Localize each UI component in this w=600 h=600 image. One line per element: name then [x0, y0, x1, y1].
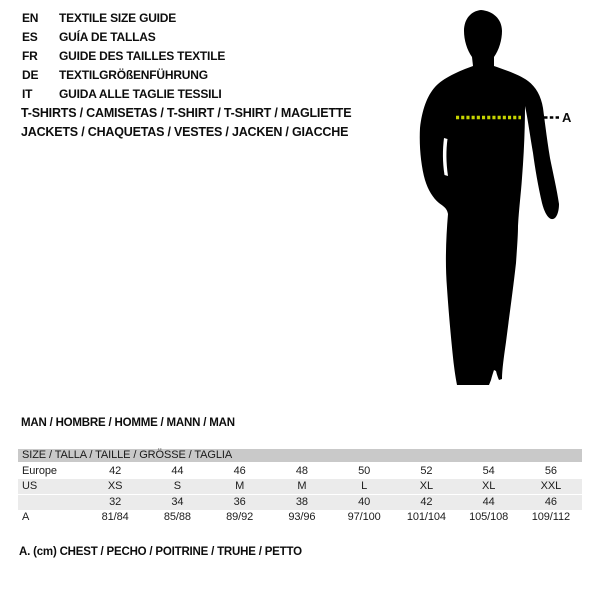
- table-cell: 36: [233, 496, 246, 508]
- row-label: US: [22, 480, 38, 492]
- size-table: [18, 449, 582, 525]
- table-cell: 89/92: [226, 511, 254, 523]
- language-code: ES: [22, 30, 38, 44]
- language-label: GUIDA ALLE TAGLIE TESSILI: [59, 87, 222, 101]
- table-cell: 109/112: [531, 511, 570, 523]
- table-cell: 42: [420, 496, 433, 508]
- table-cell: 101/104: [406, 511, 446, 523]
- table-cell: M: [235, 480, 245, 492]
- table-cell: S: [173, 480, 181, 492]
- category-line-jackets: JACKETS / CHAQUETAS / VESTES / JACKEN / GIACCHE: [21, 125, 349, 139]
- language-list: [22, 9, 225, 104]
- table-cell: 42: [109, 465, 122, 477]
- table-cell: XL: [481, 480, 496, 492]
- table-cell: 93/96: [288, 511, 316, 523]
- language-label: TEXTILE SIZE GUIDE: [59, 11, 177, 25]
- language-code: FR: [22, 49, 38, 63]
- table-cell: 50: [358, 465, 371, 477]
- table-cell: 44: [482, 496, 495, 508]
- table-cell: 46: [544, 496, 557, 508]
- table-cell: 40: [358, 496, 371, 508]
- table-cell: 81/84: [101, 511, 129, 523]
- man-silhouette-icon: [420, 10, 559, 385]
- row-label: [18, 495, 84, 510]
- table-cell: 38: [295, 496, 308, 508]
- gender-section-title: MAN / HOMBRE / HOMME / MANN / MAN: [21, 417, 235, 429]
- table-cell: 52: [420, 465, 433, 477]
- language-label: GUIDE DES TAILLES TEXTILE: [59, 49, 226, 63]
- table-cell: 32: [109, 496, 122, 508]
- table-cell: M: [297, 480, 307, 492]
- category-line-tshirts: T-SHIRTS / CAMISETAS / T-SHIRT / T-SHIRT / MAGLIETTE: [21, 106, 352, 120]
- language-row-de: [22, 66, 225, 85]
- table-cell: 97/100: [347, 511, 381, 523]
- table-cell: XL: [419, 480, 433, 492]
- table-cell: 48: [295, 465, 308, 477]
- table-cell: 105/108: [469, 511, 509, 523]
- table-cell: 34: [171, 496, 184, 508]
- table-cell: 56: [544, 465, 557, 477]
- measurement-label-a: A: [562, 110, 572, 125]
- language-code: IT: [22, 87, 33, 101]
- size-table-header: SIZE / TALLA / TAILLE / GRÖSSE / TAGLIA: [18, 449, 582, 462]
- garment-categories: [21, 104, 351, 142]
- table-row-us-numeric: [18, 494, 582, 510]
- table-cell: L: [361, 480, 368, 492]
- row-label: A: [22, 511, 30, 523]
- language-label: TEXTILGRÖßENFÜHRUNG: [59, 68, 208, 82]
- table-cell: 85/88: [163, 511, 191, 523]
- table-row-chest-a: [18, 510, 582, 525]
- table-cell: 44: [171, 465, 184, 477]
- row-label: Europe: [22, 465, 57, 477]
- table-cell: XXL: [540, 480, 562, 492]
- language-row-en: [22, 9, 225, 28]
- measurement-footnote: A. (cm) CHEST / PECHO / POITRINE / TRUHE / PETTO: [19, 546, 302, 558]
- measurement-figure: [415, 8, 580, 388]
- language-row-it: [22, 85, 225, 104]
- table-cell: XS: [107, 480, 123, 492]
- table-cell: 54: [482, 465, 495, 477]
- language-code: DE: [22, 68, 39, 82]
- table-row-us: [18, 479, 582, 494]
- table-cell: 46: [233, 465, 246, 477]
- language-row-es: [22, 28, 225, 47]
- language-code: EN: [22, 11, 39, 25]
- language-label: GUÍA DE TALLAS: [59, 30, 156, 44]
- table-row-europe: [18, 464, 582, 479]
- language-row-fr: [22, 47, 225, 66]
